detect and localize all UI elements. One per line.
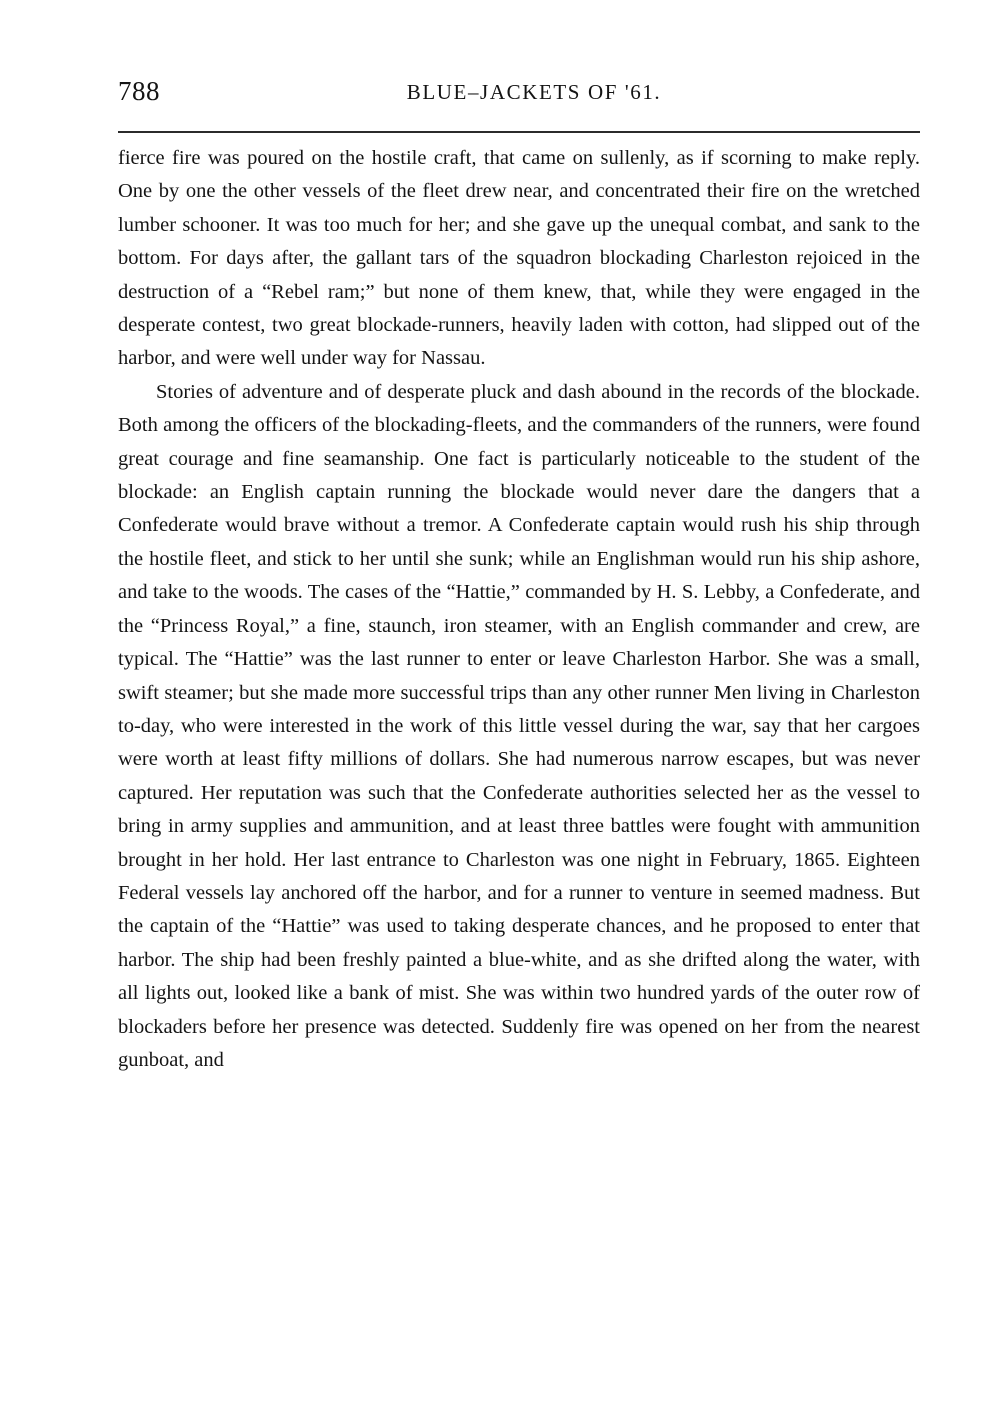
paragraph-2: Stories of adventure and of desperate pluck and dash abound in the records of the blockade. Both among the officers of the blockading-fleets, and the commanders of the runners, were found great courage and fine seamanship. One fact is particularly noticeable to the student of the blockade: an English captain running the blockade would never dare the dangers that a Confederate would brave without a tremor. A Confederate captain would rush his ship through the hostile fleet, and stick to her until she sunk; while an Englishman would run his ship ashore, and take to the woods. The cases of the “Hattie,” commanded by H. S. Lebby, a Confederate, and the “Princess Royal,” a fine, staunch, iron steamer, with an English commander and crew, are typical. The “Hattie” was the last runner to enter or leave Charleston Harbor. She was a small, swift steamer; but she made more successful trips than any other runner Men living in Charleston to-day, who were interested in the work of this little vessel during the war, say that her cargoes were worth at least fifty millions of dollars. She had numerous narrow escapes, but was never captured. Her reputation was such that the Confederate authorities selected her as the vessel to bring in army supplies and ammunition, and at least three battles were fought with ammunition brought in her hold. Her last entrance to Charleston was one night in February, 1865. Eighteen Federal vessels lay anchored off the harbor, and for a runner to venture in seemed madness. But the captain of the “Hattie” was used to taking desperate chances, and he proposed to enter that harbor. The ship had been freshly painted a blue-white, and as she drifted along the water, with all lights out, looked like a bank of mist. She was within two hundred yards of the outer row of blockaders before her presence was detected. Suddenly fire was opened on her from the nearest gunboat, and (118, 380, 920, 1071)
header-divider (118, 131, 920, 133)
running-head (118, 70, 920, 114)
page-number: 788 (118, 76, 160, 106)
body-text (118, 142, 920, 1077)
book-title: BLUE–JACKETS OF '61. (406, 80, 662, 104)
paragraph-1: fierce fire was poured on the hostile craft, that came on sullenly, as if scorning to make reply. One by one the other vessels of the fleet drew near, and concentrated their fire on the wretched lumber schooner. It was too much for her; and she gave up the unequal combat, and sank to the bottom. For days after, the gallant tars of the squadron blockading Charleston rejoiced in the destruction of a “Rebel ram;” but none of them knew, that, while they were engaged in the desperate contest, two great blockade-runners, heavily laden with cotton, had slipped out of the harbor, and were well under way for Nassau. (118, 147, 920, 370)
